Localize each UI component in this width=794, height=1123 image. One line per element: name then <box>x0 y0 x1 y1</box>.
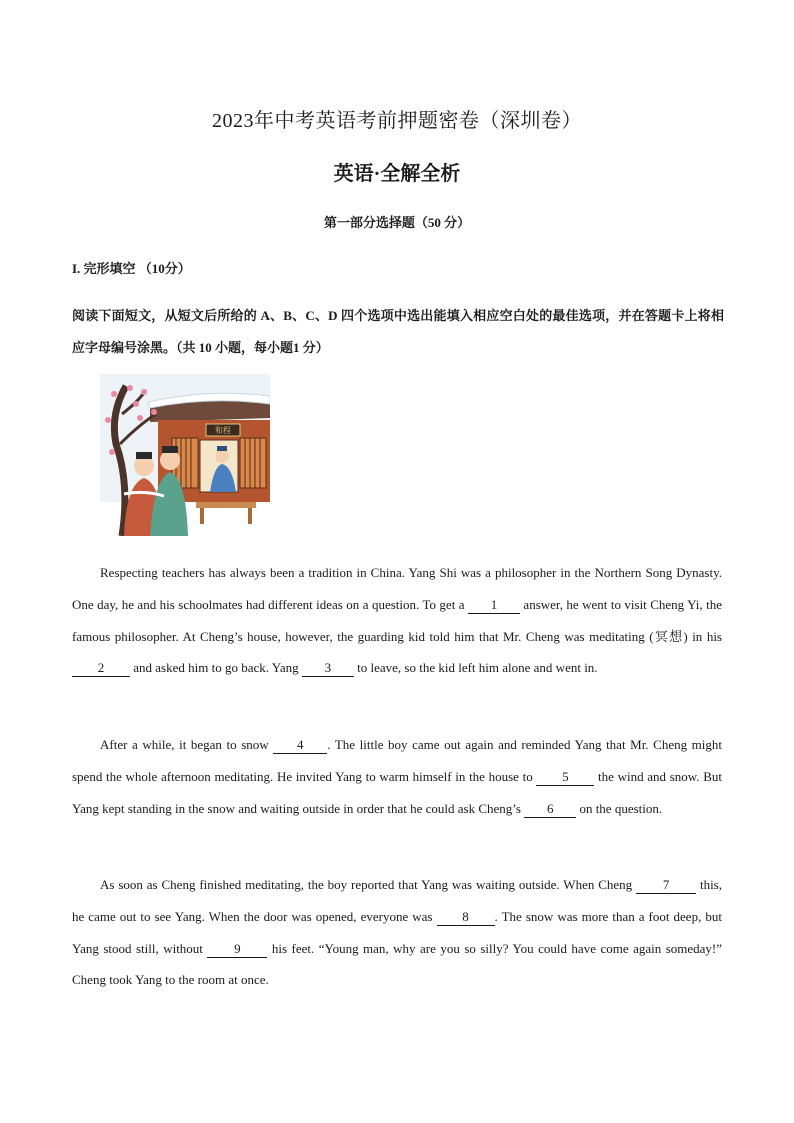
p3-text-b: this, he came out to see Yang. When the door was opened, everyone was <box>72 877 722 924</box>
p2-text-a: After a while, it began to snow <box>100 737 274 752</box>
sign-text: 和程 <box>215 426 231 435</box>
section-heading: 第一部分选择题（50 分） <box>323 215 471 230</box>
blank-6: 6 <box>524 801 576 818</box>
blank-8: 8 <box>437 909 495 926</box>
p1-text-b: answer, he went to visit Cheng Yi, the famous philosopher. At Cheng’s house, however, the guarding kid told him that Mr. Cheng was meditating (冥想) in his <box>72 596 722 644</box>
blank-4: 4 <box>273 737 327 754</box>
passage-paragraph-3 <box>72 869 722 996</box>
blank-7: 7 <box>636 877 696 894</box>
blank-9: 9 <box>207 941 267 958</box>
p2-text-b: . The little boy came out again and reminded Yang that Mr. Cheng might spend the whole afternoon meditating. He invited Yang to warm himself in the house to <box>72 737 723 784</box>
blank-1: 1 <box>468 597 520 614</box>
p2-text-d: on the question. <box>576 800 663 816</box>
story-illustration <box>100 374 270 536</box>
passage-paragraph-1 <box>72 557 722 684</box>
p3-text-c: . The snow was more than a foot deep, but Yang stood still, without <box>72 908 722 956</box>
p1-text-a: Respecting teachers has always been a tradition in China. Yang Shi was a philosopher in the Northern Song Dynasty. One day, he and his schoolmates had different ideas on a question. To get a <box>72 565 722 612</box>
blank-5: 5 <box>536 769 594 786</box>
p3-text-d: his feet. “Young man, why are you so silly? You could have come again someday!” Cheng took Yang to the room at once. <box>72 940 722 988</box>
p1-text-c: and asked him to go back. Yang <box>130 660 302 676</box>
passage-paragraph-2 <box>72 729 722 824</box>
instructions: 阅读下面短文，从短文后所给的 A、B、C、D 四个选项中选出能填入相应空白处的最佳选项，并在答题卡上将相应字母编号涂黑。（共 10 小题，每小题1 分） <box>72 308 724 355</box>
p3-text-a: As soon as Cheng finished meditating, the boy reported that Yang was waiting outside. When Cheng <box>100 877 637 892</box>
part-heading: I. 完形填空 （10分） <box>72 261 191 276</box>
p1-text-d: to leave, so the kid left him alone and went in. <box>353 660 598 676</box>
document-title: 2023年中考英语考前押题密卷（深圳卷） <box>212 110 582 132</box>
p2-text-c: the wind and snow. But Yang kept standing in the snow and waiting outside in order that he could ask Cheng’s <box>72 768 722 816</box>
blank-3: 3 <box>302 660 354 677</box>
blank-2: 2 <box>72 660 130 677</box>
document-subtitle: 英语·全解全析 <box>333 163 461 185</box>
